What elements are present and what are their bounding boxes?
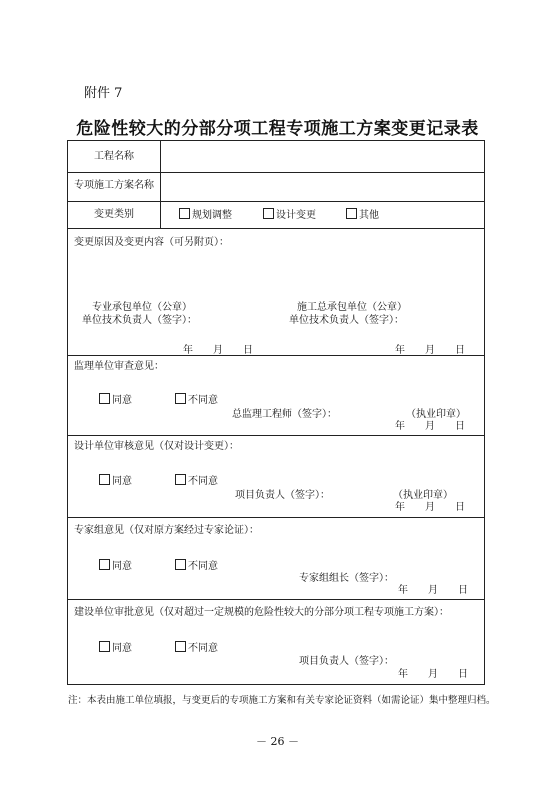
sub-contractor-sign: 单位技术负责人（签字）： [82,315,197,326]
change-type-option-planning[interactable]: 规划调整 [179,208,232,222]
general-contractor-date: 年 月 日 [395,345,465,356]
change-record-table [67,140,485,685]
design-date: 年 月 日 [395,502,465,513]
owner-project-lead-sign: 项目负责人（签字）： [299,656,394,667]
supervision-disagree-option[interactable]: 不同意 [175,393,218,407]
expert-disagree-option[interactable]: 不同意 [175,559,218,573]
design-disagree-option[interactable]: 不同意 [175,474,218,488]
project-name-field[interactable] [161,142,484,171]
expert-agree-option[interactable]: 同意 [99,559,132,573]
supervision-seal: （执业印章） [406,409,466,420]
owner-agree-option[interactable]: 同意 [99,641,132,655]
general-contractor-unit: 施工总承包单位（公章） [297,302,407,313]
checkbox-icon[interactable] [175,559,186,570]
sub-contractor-unit: 专业承包单位（公章） [92,302,192,313]
owner-date: 年 月 日 [398,669,468,680]
checkbox-icon[interactable] [175,474,186,485]
form-title: 危险性较大的分部分项工程专项施工方案变更记录表 [76,119,479,139]
supervision-agree-option[interactable]: 同意 [99,393,132,407]
change-reason-label: 变更原因及变更内容（可另附页）： [74,237,229,248]
expert-date: 年 月 日 [398,585,468,596]
change-type-option-other[interactable]: 其他 [346,208,379,222]
plan-name-label: 专项施工方案名称 [74,180,154,191]
checkbox-icon[interactable] [99,641,110,652]
checkbox-icon[interactable] [99,559,110,570]
expert-leader-sign: 专家组组长（签字）： [299,573,394,584]
row-divider [68,201,484,202]
appendix-label: 附件 7 [84,86,123,101]
page-number: － 26 － [256,735,299,748]
change-type-option-design[interactable]: 设计变更 [263,208,316,222]
supervision-date: 年 月 日 [395,421,465,432]
row-divider [68,517,484,518]
chief-supervisor-sign: 总监理工程师（签字）： [232,409,337,420]
checkbox-icon[interactable] [346,208,357,219]
footnote: 注：本表由施工单位填报，与变更后的专项施工方案和有关专家论证资料（如需论证）集中整理归档。 [68,695,496,706]
project-name-label: 工程名称 [94,151,134,162]
design-agree-option[interactable]: 同意 [99,474,132,488]
supervision-label: 监理单位审查意见： [74,361,164,372]
checkbox-icon[interactable] [263,208,274,219]
plan-name-field[interactable] [161,173,484,200]
owner-disagree-option[interactable]: 不同意 [175,641,218,655]
checkbox-icon[interactable] [99,393,110,404]
checkbox-icon[interactable] [175,641,186,652]
expert-label: 专家组意见（仅对原方案经过专家论证）： [74,525,259,536]
row-divider [68,228,484,229]
change-type-label: 变更类别 [94,209,134,220]
design-seal: （执业印章） [393,490,453,501]
checkbox-icon[interactable] [175,393,186,404]
row-divider [68,435,484,436]
checkbox-icon[interactable] [99,474,110,485]
checkbox-icon[interactable] [179,208,190,219]
row-divider [68,599,484,600]
design-label: 设计单位审核意见（仅对设计变更）： [74,441,239,452]
sub-contractor-date: 年 月 日 [183,345,253,356]
design-project-lead-sign: 项目负责人（签字）： [235,490,330,501]
general-contractor-sign: 单位技术负责人（签字）： [289,315,404,326]
owner-label: 建设单位审批意见（仅对超过一定规模的危险性较大的分部分项工程专项施工方案）： [74,607,449,618]
